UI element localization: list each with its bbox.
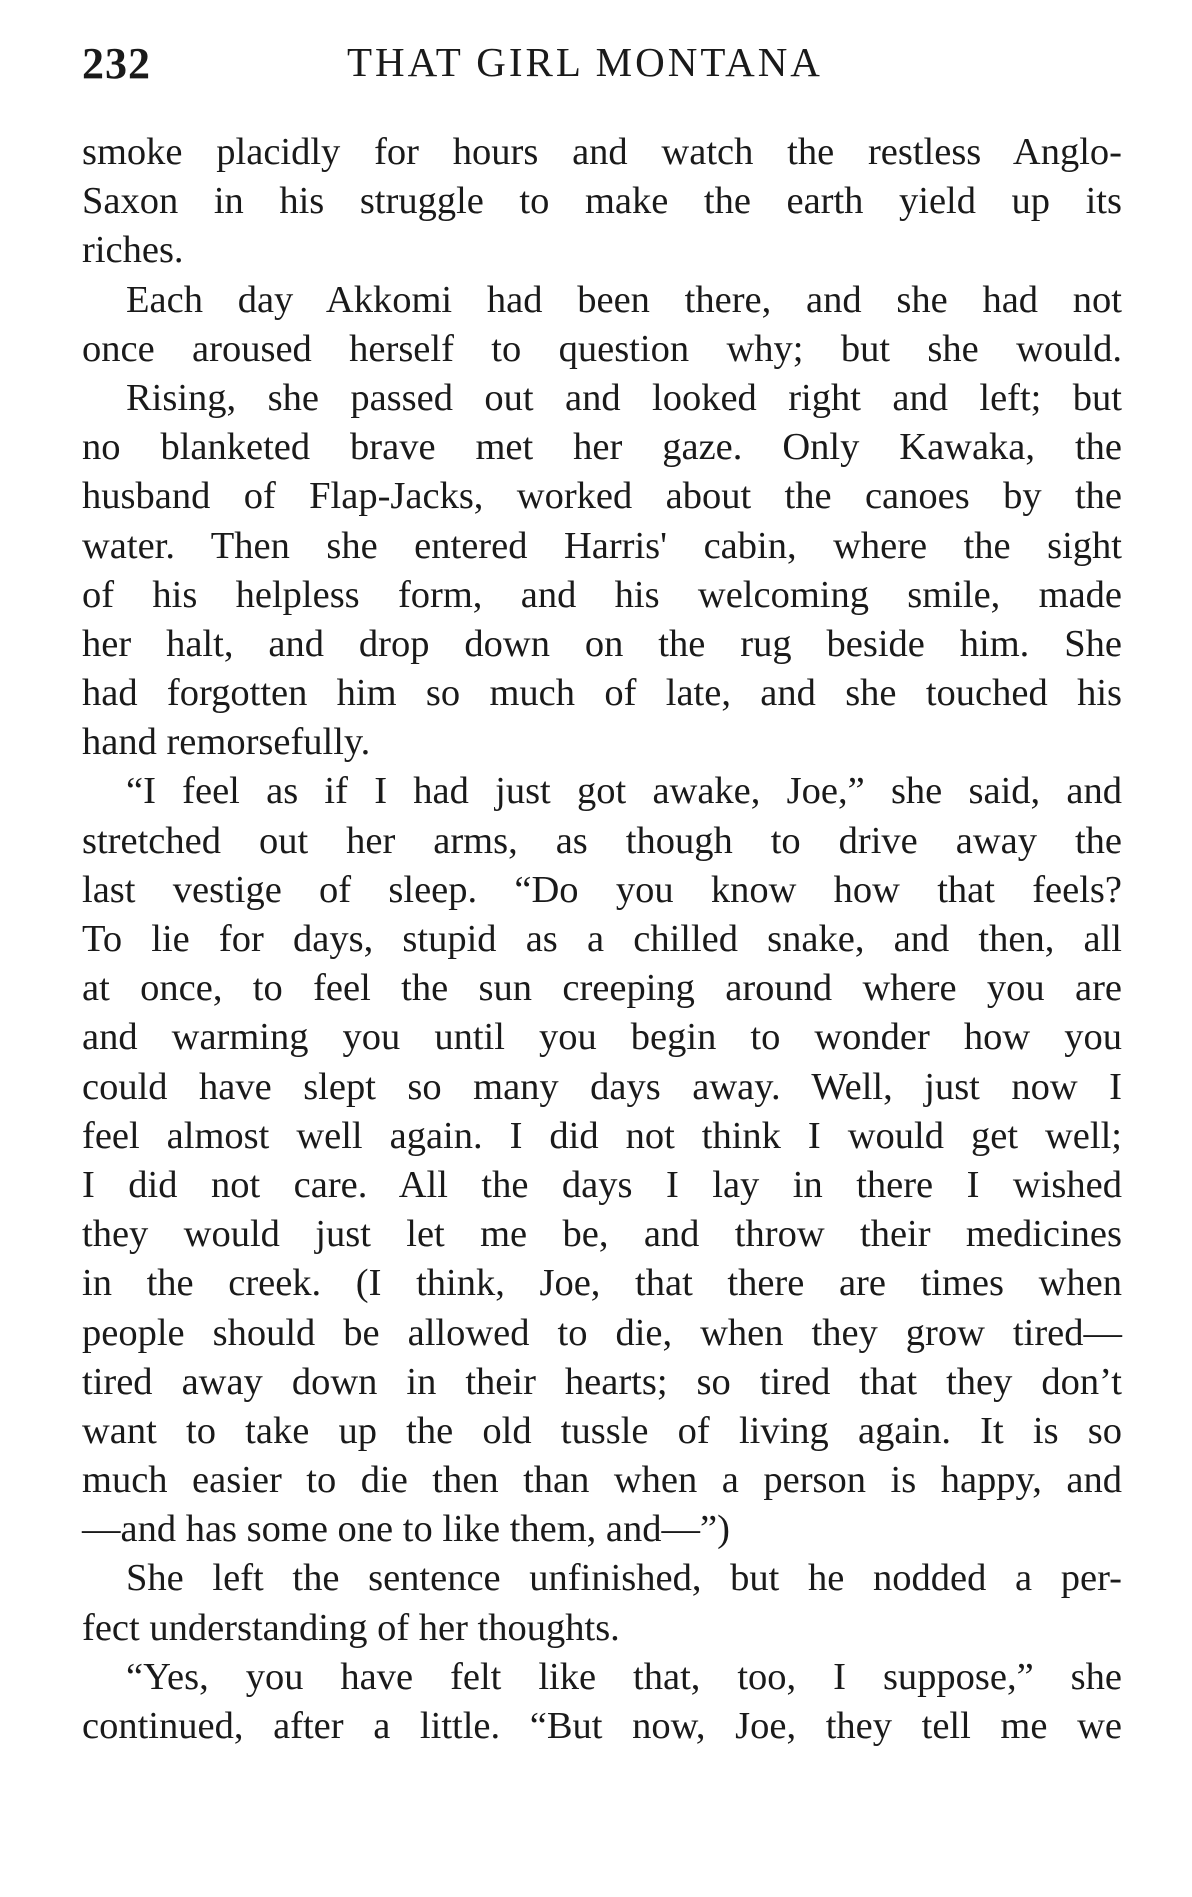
text-line: She left the sentence unfinished, but he nodded a per- — [126, 1557, 1122, 1600]
text-line: “I feel as if I had just got awake, Joe,” she said, and — [126, 770, 1122, 813]
text-line: feel almost well again. I did not think I would get well; — [82, 1114, 1122, 1157]
text-line: To lie for days, stupid as a chilled snake, and then, all — [82, 918, 1122, 960]
running-title: THAT GIRL MONTANA — [347, 39, 823, 85]
text-line: once aroused herself to question why; but she would. — [82, 327, 1122, 370]
text-line: no blanketed brave met her gaze. Only Kawaka, the — [82, 426, 1122, 469]
text-line: last vestige of sleep. “Do you know how that feels? — [82, 868, 1122, 911]
text-line: they would just let me be, and throw their medicines — [82, 1213, 1122, 1256]
text-line: and warming you until you begin to wonder how you — [82, 1016, 1122, 1059]
body-text — [82, 128, 1122, 1751]
text-line: much easier to die then than when a person is happy, and — [82, 1459, 1122, 1502]
text-line: water. Then she entered Harris' cabin, where the sight — [82, 524, 1122, 567]
page-header — [82, 28, 1122, 88]
text-line: smoke placidly for hours and watch the restless Anglo- — [82, 131, 1122, 173]
text-line: hand remorsefully. — [82, 721, 371, 764]
text-line: want to take up the old tussle of living again. It is so — [82, 1409, 1122, 1452]
text-line: people should be allowed to die, when they grow tired— — [82, 1311, 1122, 1354]
text-line: tired away down in their hearts; so tired that they don’t — [82, 1360, 1122, 1403]
text-line: I did not care. All the days I lay in there I wished — [82, 1163, 1122, 1206]
text-line: could have slept so many days away. Well, just now I — [82, 1065, 1122, 1108]
text-line: in the creek. (I think, Joe, that there are times when — [82, 1262, 1122, 1305]
text-line: Rising, she passed out and looked right and left; but — [126, 376, 1122, 419]
text-line: husband of Flap-Jacks, worked about the canoes by the — [82, 475, 1122, 518]
text-line: continued, after a little. “But now, Joe, they tell me we — [82, 1705, 1122, 1747]
text-line: Saxon in his struggle to make the earth yield up its — [82, 180, 1122, 223]
page-number: 232 — [82, 39, 151, 88]
text-line: —and has some one to like them, and—”) — [82, 1508, 730, 1551]
text-line: Each day Akkomi had been there, and she had not — [126, 278, 1122, 321]
text-line: “Yes, you have felt like that, too, I suppose,” she — [126, 1655, 1122, 1698]
text-line: her halt, and drop down on the rug beside him. She — [82, 622, 1122, 665]
text-line: had forgotten him so much of late, and she touched his — [82, 672, 1122, 715]
text-line: at once, to feel the sun creeping around where you are — [82, 967, 1122, 1010]
text-line: stretched out her arms, as though to drive away the — [82, 819, 1122, 862]
text-line: of his helpless form, and his welcoming smile, made — [82, 573, 1122, 616]
text-line: riches. — [82, 229, 184, 272]
text-line: fect understanding of her thoughts. — [82, 1606, 620, 1649]
